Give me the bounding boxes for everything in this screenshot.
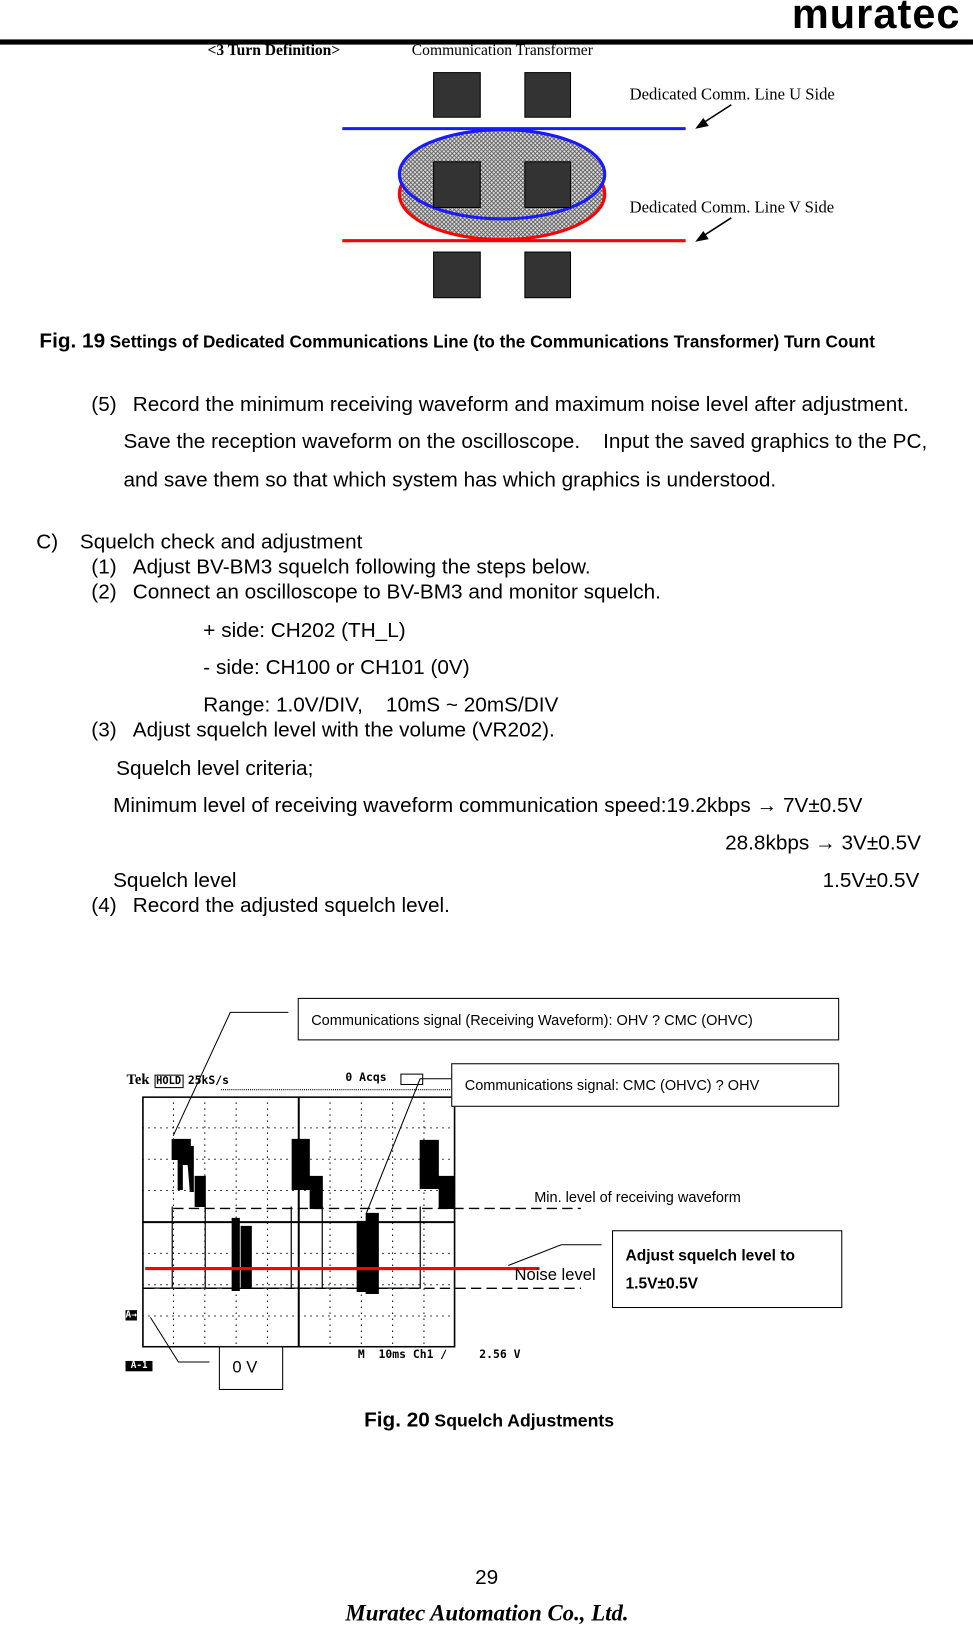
range: Range: 1.0V/DIV, 10mS ~ 20mS/DIV [203, 693, 559, 717]
scope-rate: 25kS/s [187, 1073, 230, 1088]
squelch-label: Squelch level [113, 869, 237, 893]
scope-channel: A-1 [126, 1361, 153, 1371]
squelch-value: 1.5V±0.5V [822, 869, 920, 893]
step-4-text: Record the adjusted squelch level. [132, 894, 450, 917]
step5-num: (5) [91, 393, 117, 416]
min-level-label: Min. level of receiving waveform [534, 1188, 741, 1206]
fig19-title: <3 Turn Definition> [207, 42, 341, 60]
minus-side: - side: CH100 or CH101 (0V) [203, 656, 470, 680]
adjust-line2: 1.5V±0.5V [625, 1274, 699, 1292]
step5-line3: and save them so that which system has which graphics is understood. [123, 468, 777, 492]
company-name: Muratec Automation Co., Ltd. [345, 1599, 629, 1626]
criteria-title: Squelch level criteria; [116, 757, 314, 781]
fig19-caption-num: Fig. 19 [39, 329, 106, 353]
scope-trigger-level: 2.56 V [479, 1347, 521, 1361]
scope-ground-marker: A→ [125, 1310, 137, 1321]
page-number: 29 [475, 1566, 499, 1590]
step-1-num: (1) [91, 555, 117, 579]
adjust-squelch-box [612, 1230, 842, 1308]
step-1-text: Adjust BV-BM3 squelch following the steps below. [132, 555, 591, 579]
step-2-num: (2) [91, 580, 117, 604]
scope-acqs: 0 Acqs [345, 1070, 387, 1084]
fig20-caption-num: Fig. 20 [364, 1408, 430, 1432]
callout-cmc-text: Communications signal: CMC (OHVC) ? OHV [464, 1076, 760, 1094]
callout-cmc [451, 1063, 839, 1107]
fig20-caption [364, 1409, 614, 1433]
adjust-line1: Adjust squelch level to [625, 1246, 795, 1264]
step5-line2: Save the reception waveform on the oscilloscope. Input the saved graphics to the PC, [123, 430, 928, 454]
step-3-text: Adjust squelch level with the volume (VR202). [132, 718, 555, 742]
fig19-subtitle: Communication Transformer [411, 42, 593, 60]
scope-brand: Tek [126, 1072, 150, 1089]
zero-v-box [219, 1346, 283, 1390]
step-4-num: (4) [91, 894, 117, 917]
muratec-logo: muratec [791, 0, 961, 38]
section-c-title: Squelch check and adjustment [79, 531, 363, 554]
fig19-caption-text: Settings of Dedicated Communications Line (to the Communications Transformer) Turn Count [109, 332, 875, 352]
step5-line1: Record the minimum receiving waveform and maximum noise level after adjustment. [132, 393, 909, 416]
section-c-label: C) [36, 531, 59, 554]
criteria-min: Minimum level of receiving waveform communication speed:19.2kbps → 7V±0.5V [113, 794, 863, 818]
label-u-side: Dedicated Comm. Line U Side [629, 86, 835, 104]
noise-level-label: Noise level [514, 1266, 596, 1285]
callout-receiving-text: Communications signal (Receiving Waveform): OHV ? CMC (OHVC) [311, 1010, 753, 1028]
plus-side: + side: CH202 (TH_L) [203, 619, 406, 643]
fig20-caption-text: Squelch Adjustments [434, 1410, 615, 1431]
zero-v-text: 0 V [232, 1358, 258, 1377]
step-3-num: (3) [91, 718, 117, 742]
scope-mode: HOLD [154, 1075, 183, 1088]
scope-timebase: M 10ms Ch1 ∕ [357, 1347, 448, 1361]
label-v-side: Dedicated Comm. Line V Side [629, 199, 835, 217]
criteria-288: 28.8kbps → 3V±0.5V [725, 831, 921, 855]
step-2-text: Connect an oscilloscope to BV-BM3 and monitor squelch. [132, 580, 661, 604]
callout-receiving [298, 998, 839, 1041]
